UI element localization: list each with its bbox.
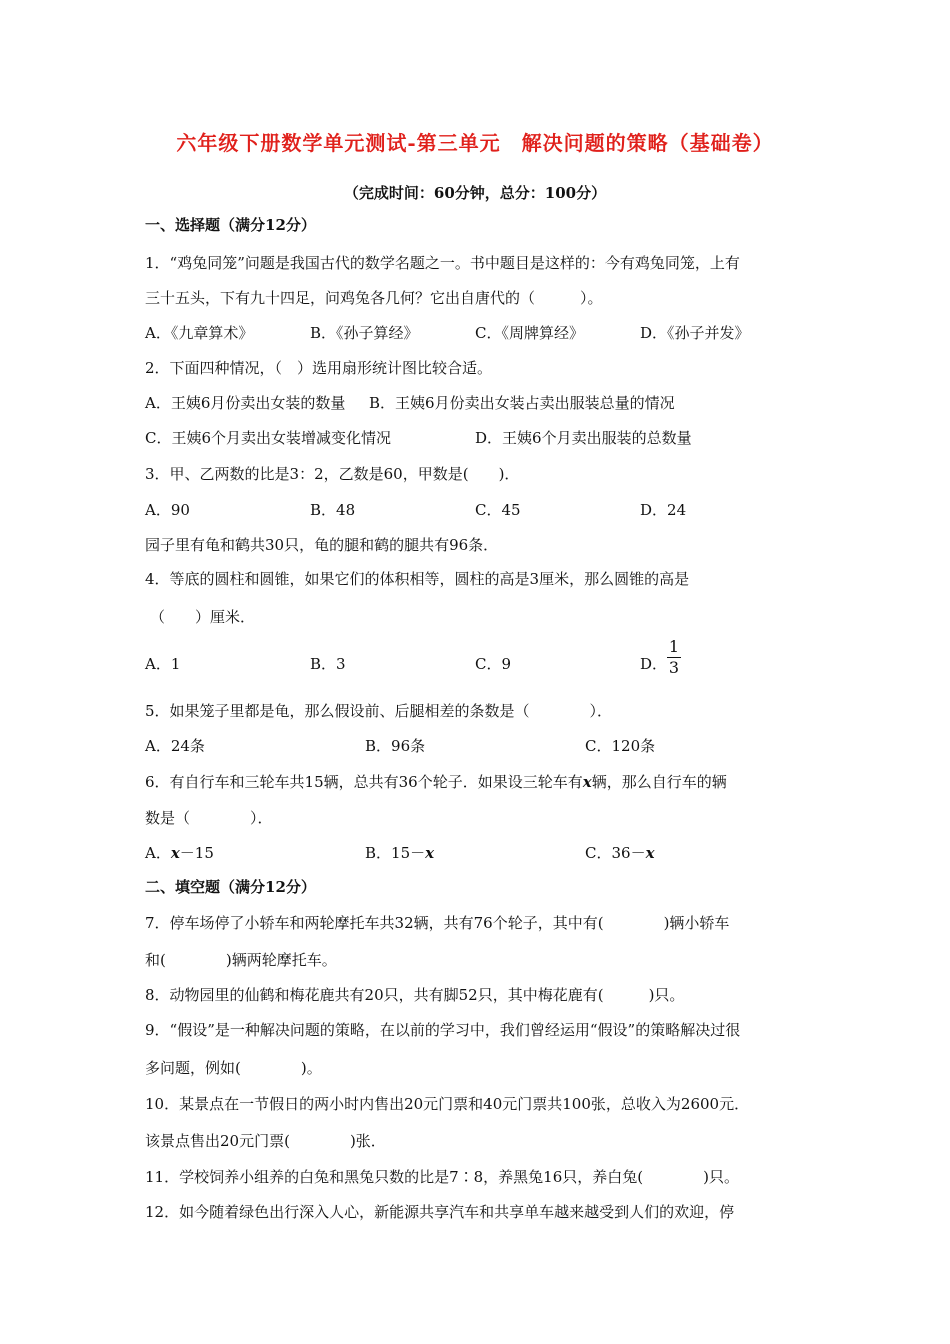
variable-x: x (170, 844, 180, 862)
question-4-option-a: A．1 (145, 655, 181, 673)
question-3-option-d: D．24 (640, 501, 687, 519)
section-heading-fill-in: 二、填空题（满分12分） (145, 878, 316, 896)
question-2-option-d: D．王姨6个月卖出服装的总数量 (475, 429, 692, 447)
question-5-option-c: C．120条 (585, 737, 656, 755)
question-7-line-1: 7．停车场停了小轿车和两轮摩托车共32辆，共有76个轮子，其中有( )辆小轿车 (145, 914, 730, 932)
option-a-suffix: －15 (179, 844, 214, 862)
variable-x: x (645, 844, 655, 862)
fraction-one-third (667, 638, 681, 677)
question-7-line-2: 和( )辆两轮摩托车。 (145, 951, 337, 969)
page-subtitle: （完成时间：60分钟，总分：100分） (343, 184, 607, 202)
question-4-line-1: 4．等底的圆柱和圆锥，如果它们的体积相等，圆柱的高是3厘米，那么圆锥的高是 (145, 570, 690, 588)
question-1-option-d: D．《孙子并发》 (640, 324, 750, 342)
section-heading-choice: 一、选择题（满分12分） (145, 216, 316, 234)
question-9-line-2: 多问题，例如( )。 (145, 1059, 322, 1077)
question-8-line-1: 8．动物园里的仙鹤和梅花鹿共有20只，共有脚52只，其中梅花鹿有( )只。 (145, 986, 685, 1004)
question-5-option-a: A．24条 (145, 737, 205, 755)
question-1-option-c: C．《周牌算经》 (475, 324, 584, 342)
question-3-option-c: C．45 (475, 501, 521, 519)
question-4-option-d: D． (640, 655, 668, 673)
question-6-line-2: 数是（ ）． (145, 809, 273, 827)
question-9-line-1: 9．“假设”是一种解决问题的策略，在以前的学习中，我们曾经运用“假设”的策略解决过很 (145, 1021, 741, 1039)
question-6-line-1 (145, 772, 727, 792)
question-6-option-c (585, 843, 655, 863)
variable-x: x (425, 844, 435, 862)
variable-x: x (582, 773, 592, 791)
question-3-option-b: B．48 (310, 501, 356, 519)
question-3-option-a: A．90 (145, 501, 190, 519)
question-1-option-a: A．《九章算术》 (145, 324, 254, 342)
question-2-option-a: A．王姨6月份卖出女装的数量 (145, 394, 346, 412)
question-6-option-a (145, 843, 214, 863)
question-3-line-1: 3．甲、乙两数的比是3：2，乙数是60，甲数是( )． (145, 465, 520, 483)
fraction-denominator: 3 (668, 658, 680, 677)
question-12-line-1: 12．如今随着绿色出行深入人心，新能源共享汽车和共享单车越来越受到人们的欢迎，停 (145, 1203, 735, 1221)
question-1-line-1: 1．“鸡兔同笼”问题是我国古代的数学名题之一。书中题目是这样的：今有鸡兔同笼，上有 (145, 254, 740, 272)
question-4-option-b: B．3 (310, 655, 346, 673)
question-1-option-b: B．《孙子算经》 (310, 324, 419, 342)
question-11-line-1: 11．学校饲养小组养的白兔和黑兔只数的比是7∶8，养黑兔16只，养白兔( )只。 (145, 1168, 739, 1186)
option-a-prefix: A． (145, 844, 171, 862)
option-c-prefix: C．36－ (585, 844, 646, 862)
question-6-text-b: 辆，那么自行车的辆 (591, 773, 727, 791)
question-6-text-a: 6．有自行车和三轮车共15辆，总共有36个轮子．如果设三轮车有 (145, 773, 583, 791)
page-title: 六年级下册数学单元测试-第三单元 解决问题的策略（基础卷） (176, 131, 774, 155)
question-10-line-1: 10．某景点在一节假日的两小时内售出20元门票和40元门票共100张，总收入为2600元． (145, 1095, 750, 1113)
question-10-line-2: 该景点售出20元门票( )张． (145, 1132, 386, 1150)
question-6-option-b (365, 843, 434, 863)
fraction-numerator: 1 (668, 637, 680, 656)
question-5-option-b: B．96条 (365, 737, 426, 755)
option-b-prefix: B．15－ (365, 844, 426, 862)
question-2-option-c: C．王姨6个月卖出女装增减变化情况 (145, 429, 392, 447)
question-2-option-b: B．王姨6月份卖出女装占卖出服装总量的情况 (369, 394, 675, 412)
question-4-line-2: （ ）厘米． (150, 608, 256, 626)
question-4-option-c: C．9 (475, 655, 512, 673)
question-2-line-1: 2．下面四种情况，（ ）选用扇形统计图比较合适。 (145, 359, 493, 377)
question-1-line-2: 三十五头，下有九十四足，问鸡兔各几何？它出自唐代的（ ）。 (145, 289, 603, 307)
question-5-line-1: 5．如果笼子里都是龟，那么假设前、后腿相差的条数是（ ）． (145, 702, 613, 720)
stray-statement: 园子里有龟和鹤共30只，龟的腿和鹤的腿共有96条． (145, 536, 499, 554)
